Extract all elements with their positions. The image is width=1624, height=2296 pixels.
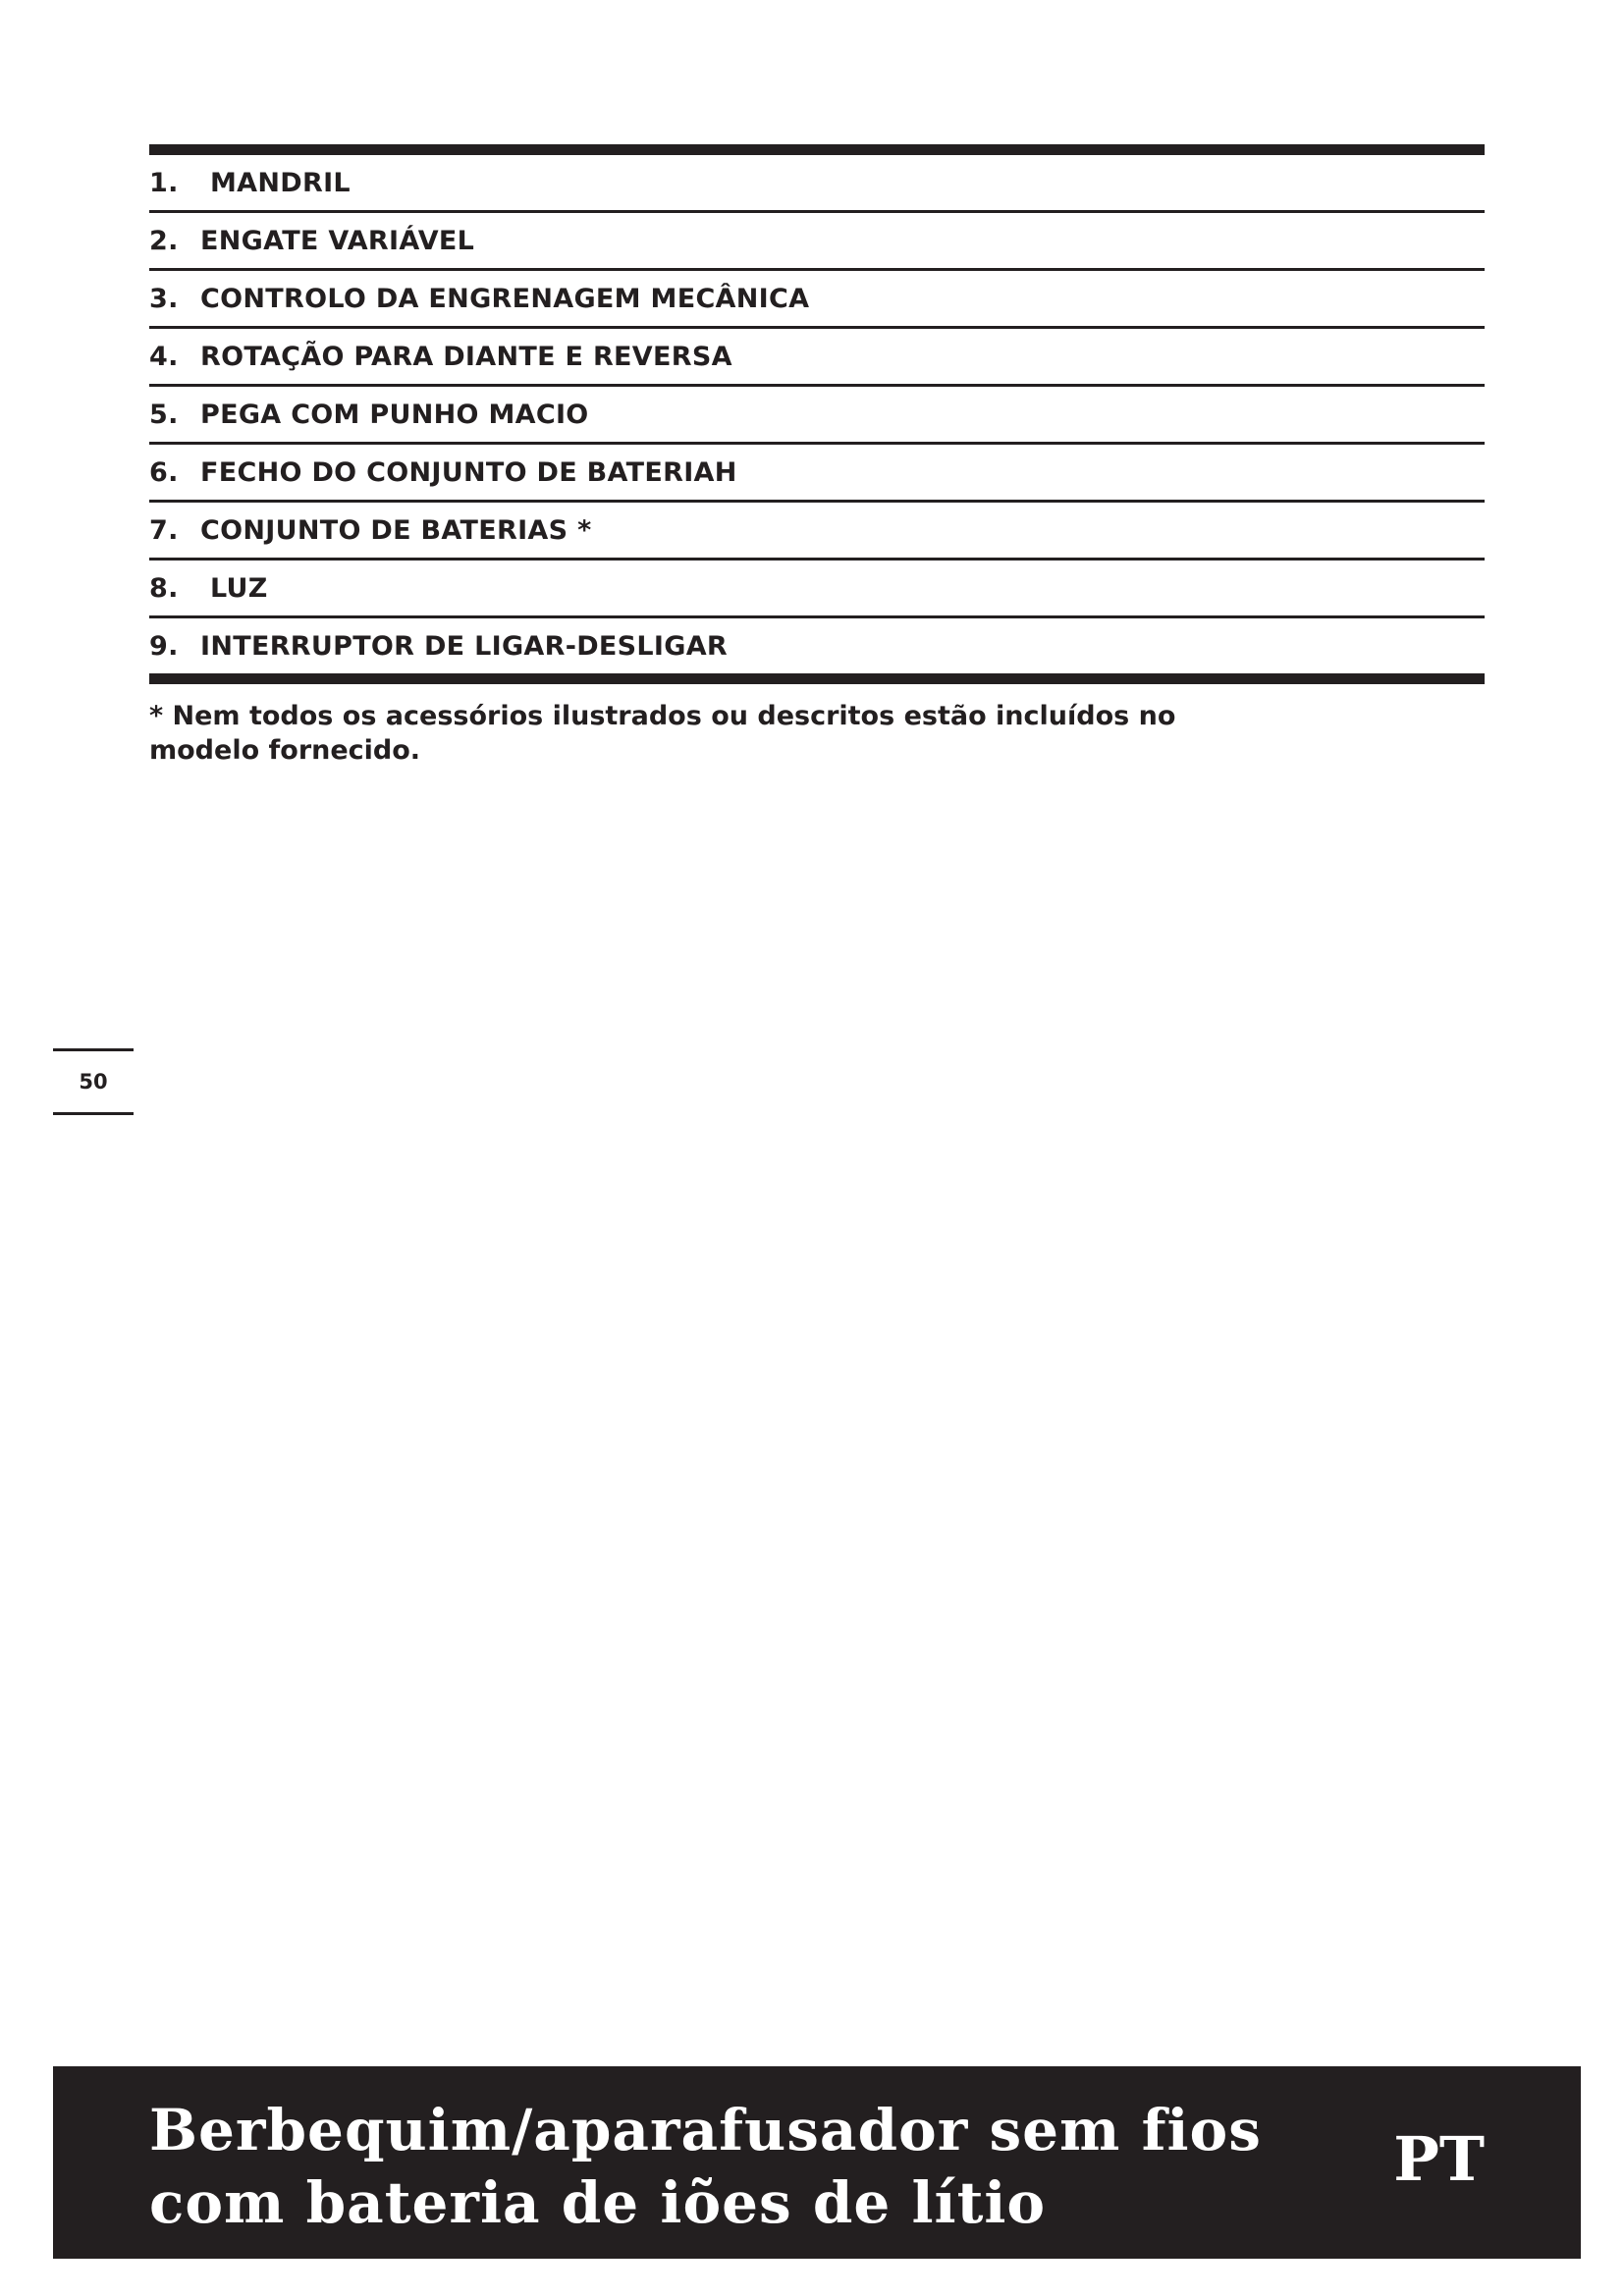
part-number: 8. [149,572,179,604]
part-item-9 [149,618,1485,673]
part-item-5 [149,387,1485,442]
part-number: 2. [149,225,179,256]
parts-list [149,144,1485,684]
page-number: 50 [53,1048,134,1115]
part-label: MANDRIL [210,167,351,198]
part-item-1 [149,155,1485,210]
part-item-2 [149,213,1485,268]
part-number: 9. [149,630,179,662]
title-line: Berbequim/aparafusador sem fios [149,2097,1262,2163]
part-number: 5. [149,399,179,430]
footnote-line: * Nem todos os acessórios ilustrados ou descritos estão incluídos no [149,701,1176,731]
part-label: ROTAÇÃO PARA DIANTE E REVERSA [200,341,732,372]
title-line: com bateria de iões de lítio [149,2169,1047,2236]
language-code: PT [1393,2123,1485,2195]
part-item-6 [149,445,1485,500]
part-item-8 [149,561,1485,615]
part-label: CONTROLO DA ENGRENAGEM MECÂNICA [200,283,810,314]
part-label: ENGATE VARIÁVEL [200,225,475,256]
bottom-rule [149,673,1485,684]
part-label: CONJUNTO DE BATERIAS * [200,514,592,546]
part-item-3 [149,271,1485,326]
part-number: 7. [149,514,179,546]
part-label: FECHO DO CONJUNTO DE BATERIAH [200,456,737,488]
part-item-7 [149,503,1485,558]
footnote [149,699,1327,768]
part-number: 4. [149,341,179,372]
title-band [53,2066,1581,2259]
part-number: 3. [149,283,179,314]
part-label: INTERRUPTOR DE LIGAR-DESLIGAR [200,630,729,662]
top-rule [149,144,1485,155]
part-item-4 [149,329,1485,384]
part-number: 1. [149,167,179,198]
part-label: PEGA COM PUNHO MACIO [200,399,589,430]
part-label: LUZ [210,572,268,604]
document-title [149,2094,1262,2239]
footnote-line: modelo fornecido. [149,735,421,766]
part-number: 6. [149,456,179,488]
